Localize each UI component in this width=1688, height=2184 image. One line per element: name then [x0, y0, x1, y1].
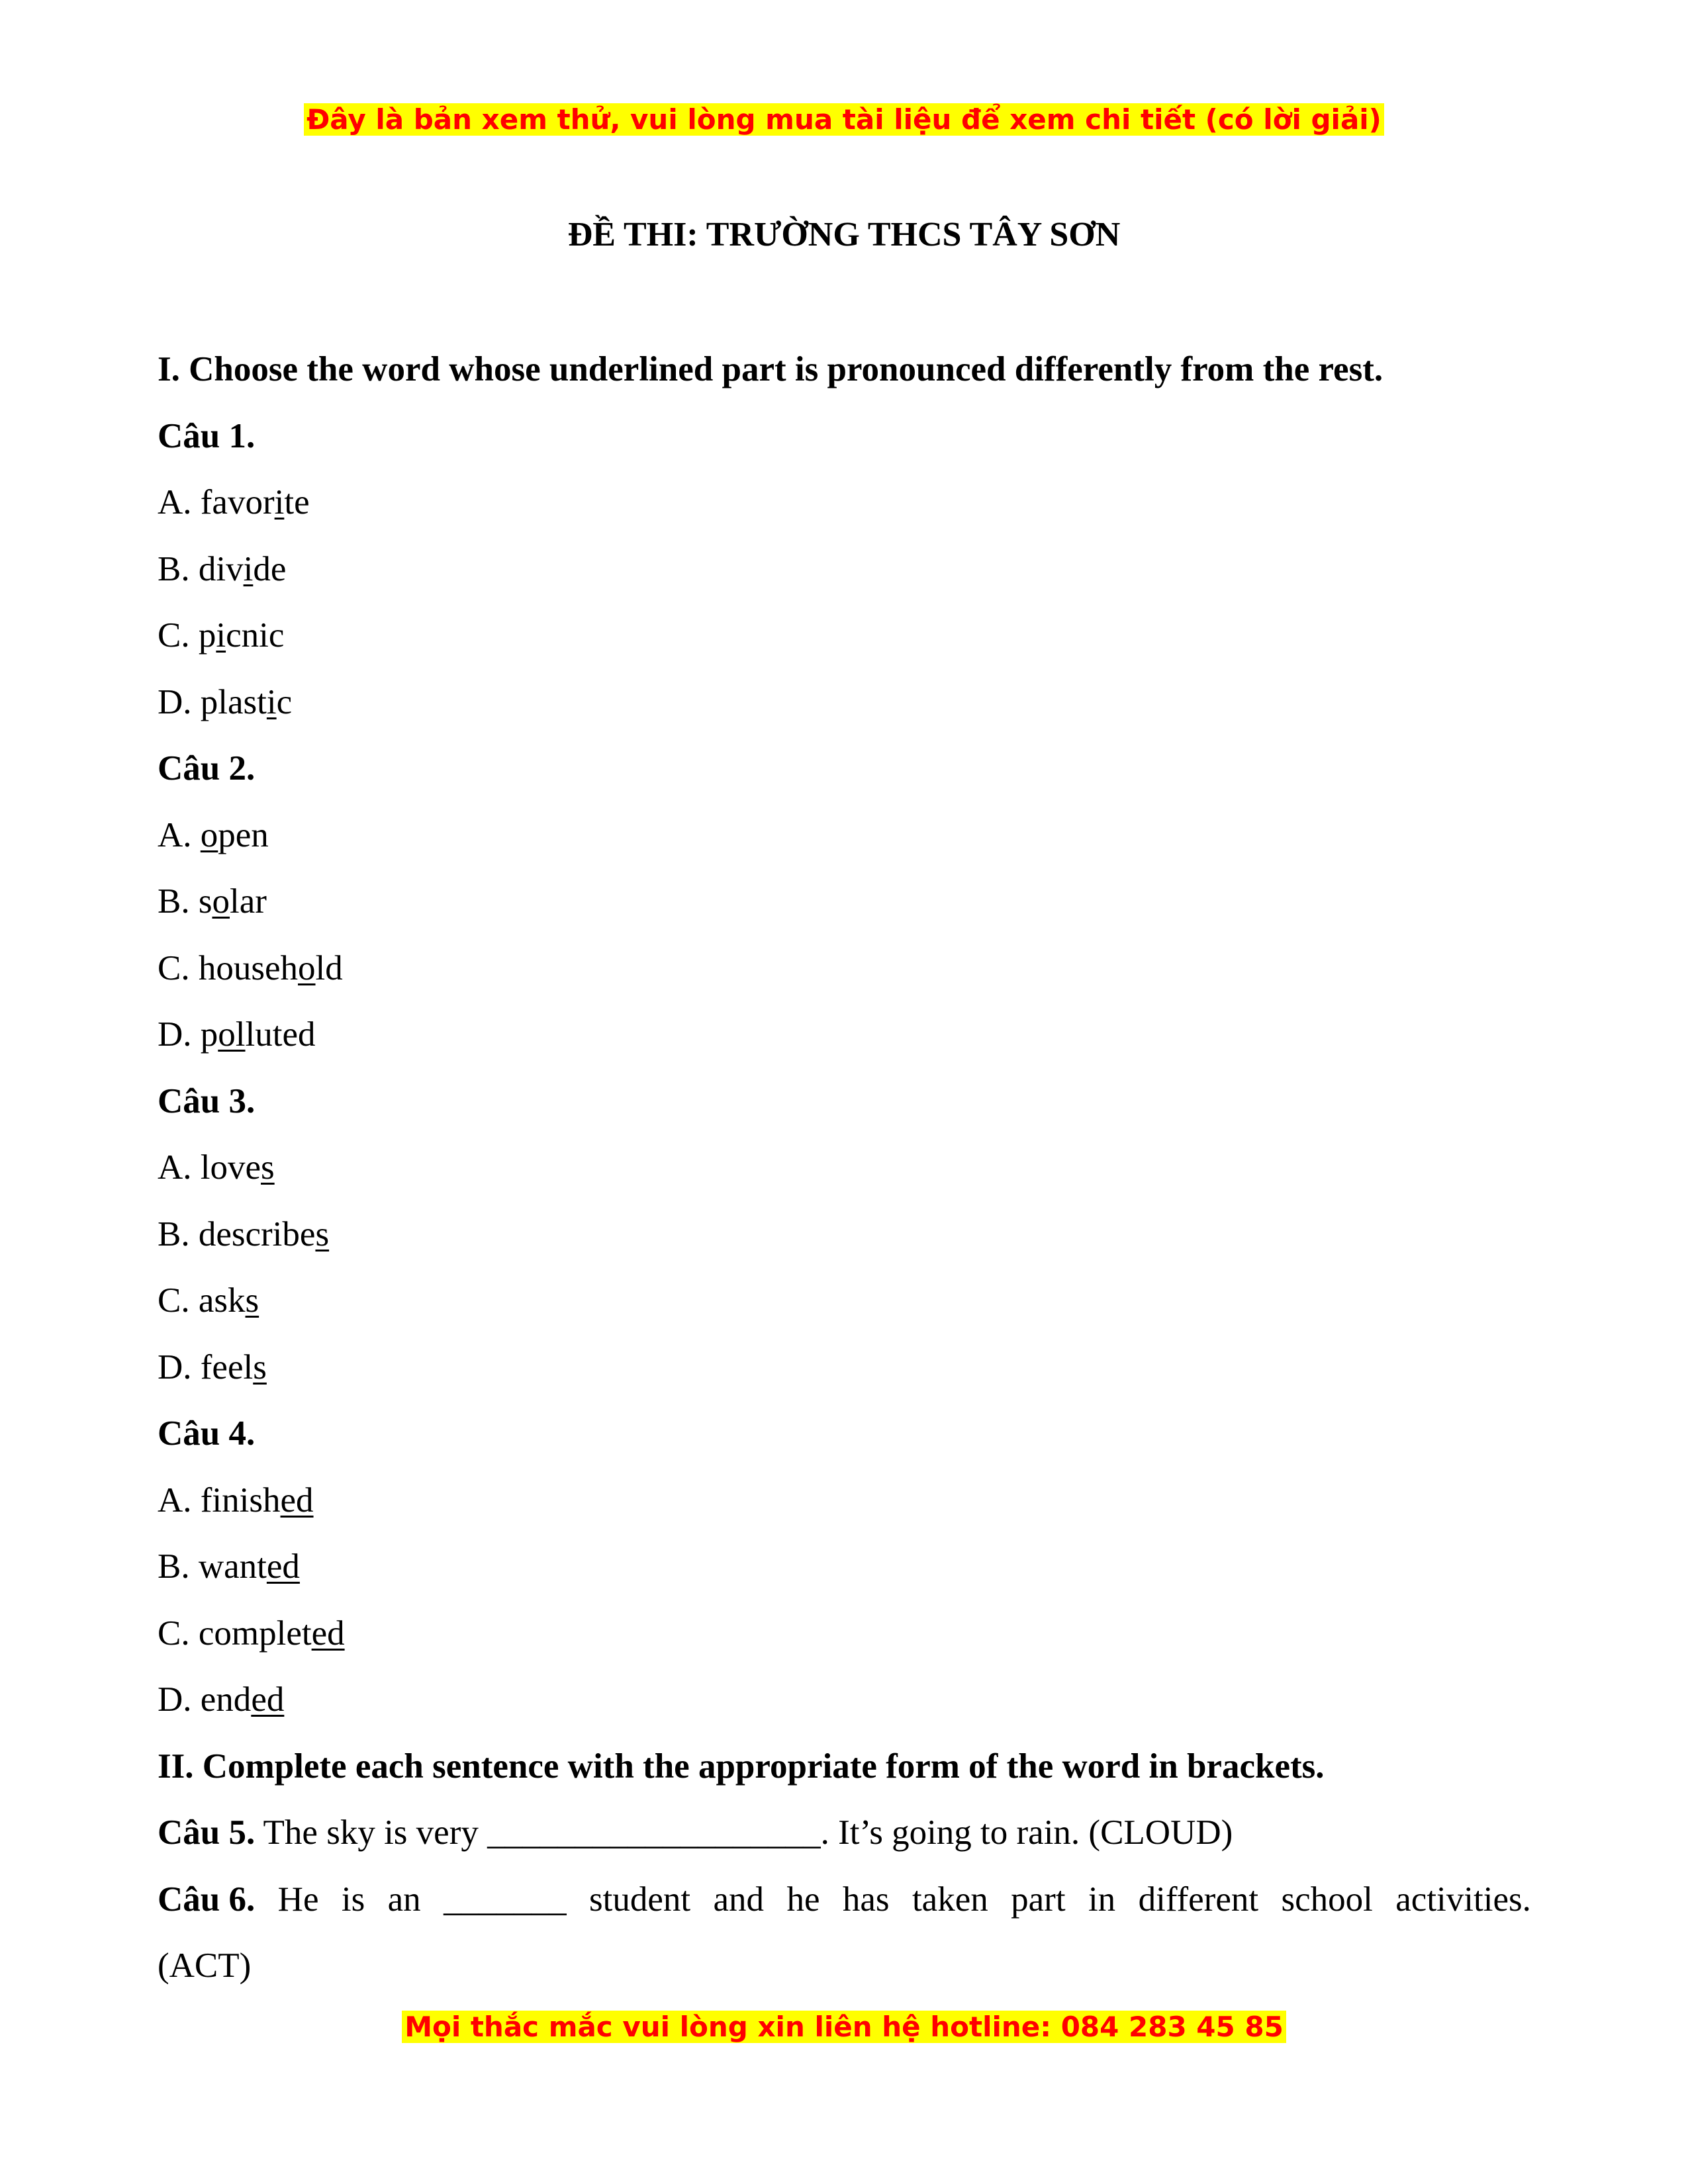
answer-option	[158, 1008, 1531, 1075]
option-letter: B.	[158, 1547, 199, 1586]
question-label: Câu 2.	[158, 749, 256, 788]
option-word-start: div	[198, 549, 244, 588]
option-word-end: de	[253, 549, 287, 588]
option-letter: A.	[158, 1148, 201, 1187]
answer-option	[158, 875, 1531, 942]
option-word-end: cnic	[226, 616, 285, 655]
option-letter: B.	[158, 882, 199, 921]
option-letter: A.	[158, 1480, 201, 1520]
option-word-start: househ	[198, 948, 299, 987]
option-word-start: feel	[200, 1347, 254, 1387]
option-underlined-part: s	[315, 1214, 330, 1253]
question-6-word: He	[277, 1880, 319, 1919]
option-underlined-part: ed	[266, 1547, 300, 1586]
option-word-start: ask	[198, 1281, 246, 1320]
option-underlined-part: ol	[218, 1015, 246, 1054]
answer-option	[158, 809, 1531, 876]
option-word-start: complet	[198, 1614, 312, 1653]
option-underlined-part: i	[243, 549, 254, 588]
question-5-text: The sky is very ___________________. It’s going to rain. (CLOUD)	[255, 1813, 1233, 1852]
option-underlined-part: i	[274, 483, 285, 522]
preview-notice-banner	[0, 101, 1688, 139]
option-word-start: plast	[200, 682, 267, 721]
question-6-word: student	[589, 1880, 691, 1919]
question-5	[158, 1806, 1531, 1873]
option-word-start: p	[200, 1015, 218, 1054]
question-6-word: has	[842, 1880, 890, 1919]
question-6-word: different	[1138, 1880, 1259, 1919]
option-word-start: want	[198, 1547, 267, 1586]
option-letter: D.	[158, 1680, 201, 1719]
answer-option	[158, 543, 1531, 610]
option-underlined-part: ed	[311, 1614, 345, 1653]
exam-title: ĐỀ THI: TRƯỜNG THCS TÂY SƠN	[567, 216, 1121, 253]
question-6-word: is	[341, 1880, 365, 1919]
question-6-word: he	[786, 1880, 820, 1919]
answer-option	[158, 476, 1531, 543]
question-5-label: Câu 5.	[158, 1813, 256, 1852]
option-letter: C.	[158, 616, 199, 655]
question-6-word: taken	[912, 1880, 988, 1919]
question-6-word: _______	[444, 1880, 567, 1919]
option-letter: D.	[158, 1015, 201, 1054]
option-underlined-part: ed	[251, 1680, 285, 1719]
option-letter: B.	[158, 1214, 199, 1253]
question-6-continuation: (ACT)	[158, 1946, 252, 1985]
option-underlined-part: s	[261, 1148, 275, 1187]
option-underlined-part: s	[253, 1347, 267, 1387]
question-6-word: in	[1088, 1880, 1116, 1919]
question-6-label: Câu 6.	[158, 1880, 256, 1919]
option-letter: A.	[158, 815, 201, 854]
option-letter: B.	[158, 549, 199, 588]
question-6-word: an	[387, 1880, 421, 1919]
option-word-end: luted	[245, 1015, 316, 1054]
exam-content	[158, 343, 1531, 2006]
option-word-end: te	[284, 483, 310, 522]
option-word-start: finish	[200, 1480, 281, 1520]
section-1-heading: I. Choose the word whose underlined part is pronounced differently from the rest.	[158, 350, 1383, 388]
answer-option	[158, 1474, 1531, 1541]
option-letter: C.	[158, 948, 199, 987]
answer-option	[158, 942, 1531, 1009]
answer-option	[158, 1673, 1531, 1740]
option-word-start: love	[200, 1148, 261, 1187]
option-word-start: describe	[198, 1214, 316, 1253]
option-letter: D.	[158, 682, 201, 721]
option-word-start: end	[200, 1680, 252, 1719]
option-word-start: favor	[200, 483, 275, 522]
option-underlined-part: i	[216, 616, 226, 655]
question-label: Câu 1.	[158, 416, 256, 455]
option-letter: D.	[158, 1347, 201, 1387]
question-6	[158, 1873, 1531, 1940]
option-word-end: lar	[230, 882, 267, 921]
hotline-notice-banner	[0, 2008, 1688, 2046]
option-underlined-part: i	[266, 682, 277, 721]
option-word-start: s	[198, 882, 212, 921]
preview-notice-text: Đây là bản xem thử, vui lòng mua tài liệu để xem chi tiết (có lời giải)	[304, 103, 1384, 136]
option-word-end: pen	[218, 815, 269, 854]
answer-option	[158, 1540, 1531, 1607]
question-6-lead	[158, 1873, 255, 1940]
question-6-word: school	[1281, 1880, 1373, 1919]
option-letter: A.	[158, 483, 201, 522]
option-underlined-part: o	[298, 948, 316, 987]
option-underlined-part: o	[200, 815, 218, 854]
question-label: Câu 3.	[158, 1081, 256, 1120]
option-word-end: ld	[315, 948, 343, 987]
option-letter: C.	[158, 1614, 199, 1653]
hotline-notice-text: Mọi thắc mắc vui lòng xin liên hệ hotline: 084 283 45 85	[402, 2011, 1286, 2043]
question-6-word: and	[713, 1880, 765, 1919]
option-underlined-part: ed	[280, 1480, 314, 1520]
answer-option	[158, 1208, 1531, 1275]
option-letter: C.	[158, 1281, 199, 1320]
question-6-word: activities.	[1395, 1880, 1531, 1919]
question-6-word: part	[1011, 1880, 1066, 1919]
option-underlined-part: s	[245, 1281, 259, 1320]
question-label: Câu 4.	[158, 1414, 256, 1453]
answer-option	[158, 1341, 1531, 1408]
answer-option	[158, 1141, 1531, 1208]
option-underlined-part: o	[212, 882, 230, 921]
answer-option	[158, 676, 1531, 743]
section-2-heading: II. Complete each sentence with the appropriate form of the word in brackets.	[158, 1747, 1325, 1786]
answer-option	[158, 1607, 1531, 1674]
option-word-end: c	[276, 682, 293, 721]
option-word-start: p	[198, 616, 216, 655]
answer-option	[158, 1274, 1531, 1341]
section-1-questions	[158, 410, 1531, 1740]
answer-option	[158, 609, 1531, 676]
